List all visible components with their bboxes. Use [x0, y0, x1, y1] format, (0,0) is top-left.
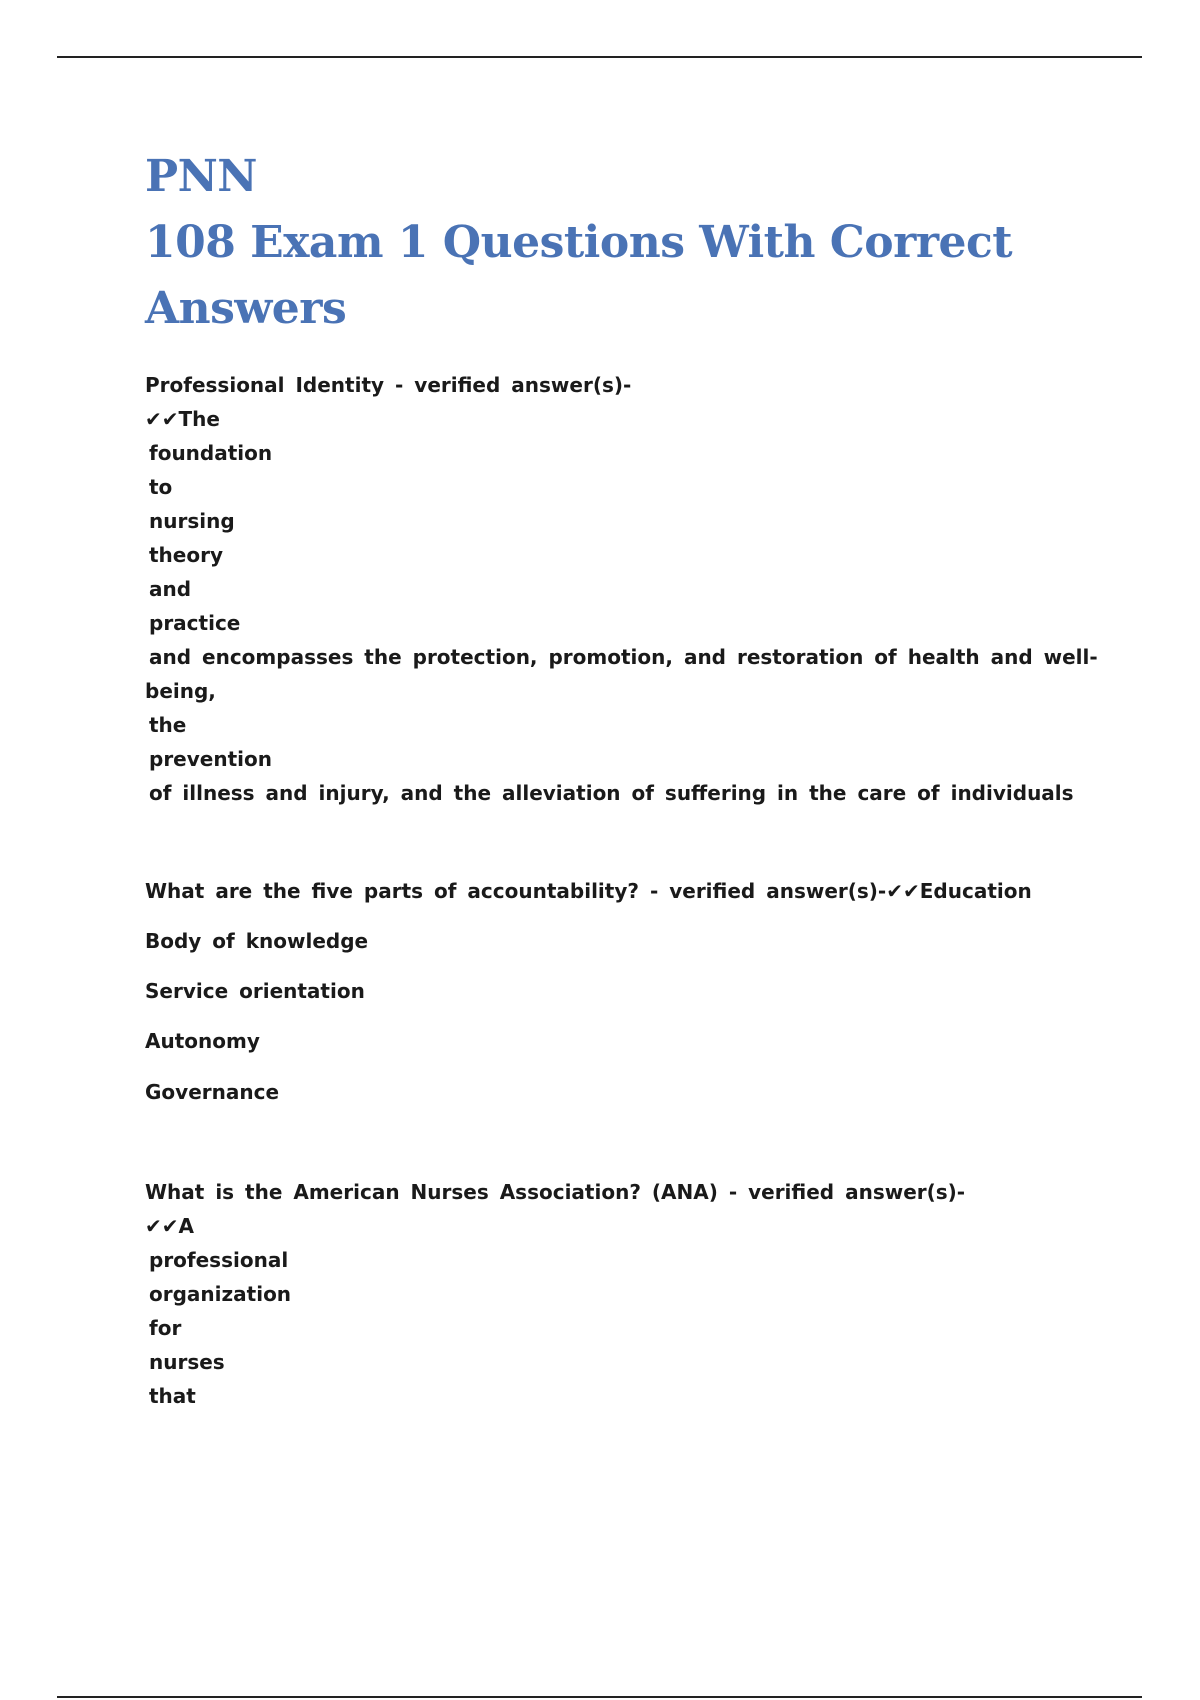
qa-1-answer-line: nursing	[149, 509, 235, 533]
qa-3-answer-line: for	[149, 1316, 182, 1340]
qa-1-answer-line: foundation	[149, 441, 273, 465]
title-line-1: PNN	[145, 151, 258, 202]
qa-1-answer-line: the	[149, 713, 187, 737]
qa-1-answer-line: of illness and injury, and the alleviation of suffering in the care of individuals	[149, 781, 1074, 805]
qa-1-answer-line: being,	[145, 679, 216, 703]
qa-2-answer-line: Service orientation	[145, 979, 365, 1003]
qa-3-question-line: What is the American Nurses Association? (ANA) - verified answer(s)-	[145, 1180, 966, 1204]
qa-1-answer-line: prevention	[149, 747, 272, 771]
qa-3-answer-line: that	[149, 1384, 196, 1408]
qa-1-question-line: Professional Identity - verified answer(s)-	[145, 373, 632, 397]
qa-3-answer-line: ✔✔A	[145, 1214, 194, 1238]
bottom-rule	[57, 1696, 1142, 1698]
qa-1-answer-line: theory	[149, 543, 224, 567]
qa-1-answer-line: and encompasses the protection, promotion, and restoration of health and well-	[149, 645, 1098, 669]
qa-1-answer-line: ✔✔The	[145, 407, 220, 431]
qa-2-answer-line: Governance	[145, 1080, 280, 1104]
qa-3-answer-line: organization	[149, 1282, 292, 1306]
qa-3-answer-line: nurses	[149, 1350, 225, 1374]
qa-2-answer-line: Autonomy	[145, 1029, 260, 1053]
qa-1-answer-line: practice	[149, 611, 241, 635]
qa-1-answer-line: to	[149, 475, 173, 499]
qa-2-question-line: What are the five parts of accountability? - verified answer(s)-✔✔Education	[145, 879, 1032, 903]
qa-1-answer-line: and	[149, 577, 192, 601]
qa-2-answer-line: Body of knowledge	[145, 929, 369, 953]
title-line-2: 108 Exam 1 Questions With Correct Answers	[145, 217, 1013, 334]
qa-3-answer-line: professional	[149, 1248, 289, 1272]
top-rule	[57, 56, 1142, 58]
document-title	[145, 144, 1200, 342]
